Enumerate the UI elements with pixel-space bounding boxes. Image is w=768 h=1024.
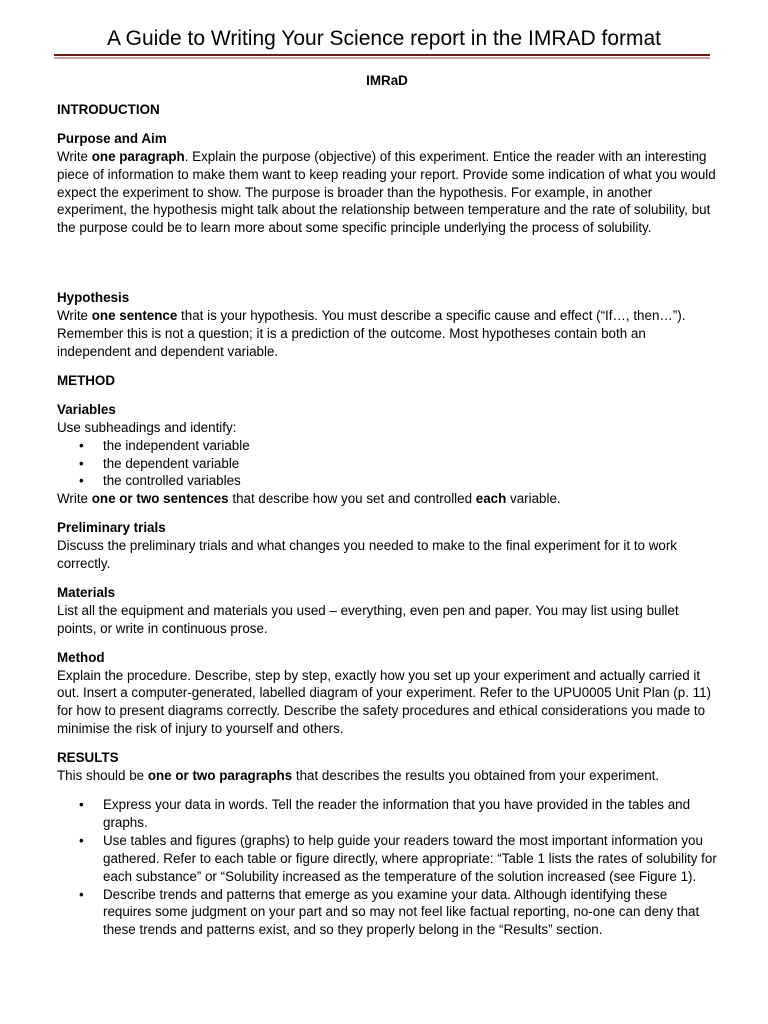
preliminary-paragraph: Discuss the preliminary trials and what changes you needed to make to the final experiment for it to work correctly. bbox=[57, 538, 677, 572]
variables-heading: Variables bbox=[57, 401, 116, 417]
list-item: • Describe trends and patterns that emerge as you examine your data. Although identifying these requires some judgment on your part and so may not feel like factual reporting, no-one can deny that these trends and patterns exist, and so they properly belong in the “Results” section. bbox=[57, 886, 717, 940]
purpose-heading: Purpose and Aim bbox=[57, 130, 167, 146]
hypothesis-heading: Hypothesis bbox=[57, 290, 130, 306]
variables-list bbox=[57, 437, 717, 491]
results-paragraph: This should be one or two paragraphs that describes the results you obtained from your experiment. bbox=[57, 768, 660, 784]
procedure-heading: Method bbox=[57, 649, 105, 665]
variables-section bbox=[57, 401, 717, 508]
results-list bbox=[57, 796, 717, 939]
purpose-section bbox=[57, 130, 717, 237]
materials-paragraph: List all the equipment and materials you used – everything, even pen and paper. You may list using bullet points, or write in continuous prose. bbox=[57, 602, 679, 636]
procedure-paragraph: Explain the procedure. Describe, step by step, exactly how you set up your experiment and actually carried it out. Insert a computer-generated, labelled diagram of your experiment. Refer to the UPU0005 Unit Plan (p. 11) for how to present diagrams correctly. Describe the safety procedures and ethical considerations you made to minimise the risk of injury to yourself and others. bbox=[57, 667, 712, 737]
materials-heading: Materials bbox=[57, 584, 116, 600]
preliminary-section bbox=[57, 519, 717, 573]
procedure-section bbox=[57, 649, 717, 739]
results-section bbox=[57, 749, 717, 939]
page-title: A Guide to Writing Your Science report in the IMRAD format bbox=[106, 27, 662, 50]
method-heading: METHOD bbox=[57, 372, 116, 388]
introduction-section bbox=[57, 101, 717, 119]
list-item: • the dependent variable bbox=[57, 455, 717, 473]
hypothesis-paragraph: Write one sentence that is your hypothesis. You must describe a specific cause and effect (“If…, then…”). Remember this is not a question; it is a prediction of the outcome. Most hypotheses contain both an independent and dependent variable. bbox=[57, 308, 686, 359]
purpose-paragraph: Write one paragraph. Explain the purpose (objective) of this experiment. Entice the reader with an interesting piece of information to make them want to keep reading your report. Provide some indication of what you would expect the experiment to show. The purpose is broader than the hypothesis. For example, in another experiment, the hypothesis might talk about the relationship between temperature and the rate of solubility, but the purpose could be to learn more about some specific principle underlying the process of solubility. bbox=[57, 148, 716, 236]
list-item: • the controlled variables bbox=[57, 472, 717, 490]
document-body bbox=[57, 72, 717, 939]
results-heading: RESULTS bbox=[57, 750, 119, 766]
list-item: • Use tables and figures (graphs) to help guide your readers toward the most important information you gathered. Refer to each table or figure directly, where appropriate: “Table 1 lists the rates of solubility for each substance” or “Solubility increased as the temperature of the solution increased (see Figure 1). bbox=[57, 832, 717, 886]
preliminary-heading: Preliminary trials bbox=[57, 520, 166, 536]
variables-paragraph: Write one or two sentences that describe how you set and controlled each variable. bbox=[57, 491, 561, 507]
variables-intro: Use subheadings and identify: bbox=[57, 419, 237, 435]
title-rule bbox=[54, 54, 710, 60]
document-heading: IMRaD bbox=[366, 73, 408, 88]
title-rule-light bbox=[54, 57, 710, 59]
list-item: • Express your data in words. Tell the reader the information that you have provided in the tables and graphs. bbox=[57, 796, 717, 832]
materials-section bbox=[57, 584, 717, 638]
method-section bbox=[57, 372, 717, 390]
list-item: • the independent variable bbox=[57, 437, 717, 455]
introduction-heading: INTRODUCTION bbox=[57, 101, 160, 117]
hypothesis-section bbox=[57, 289, 717, 361]
